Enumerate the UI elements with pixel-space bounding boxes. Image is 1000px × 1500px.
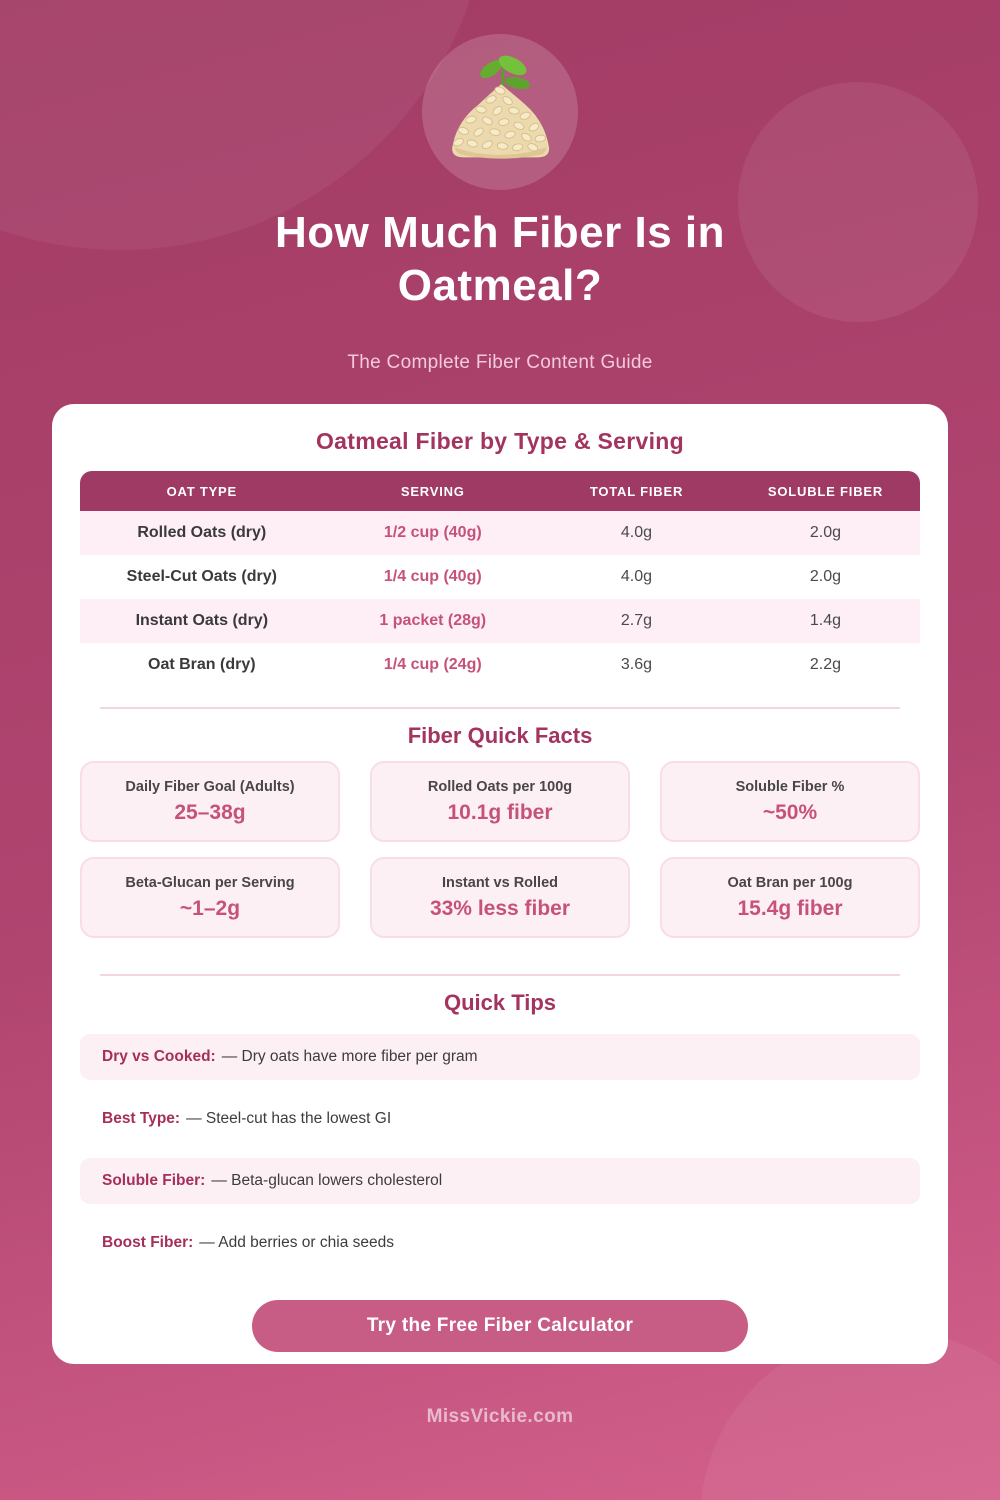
section-divider (100, 707, 900, 709)
cell-oat-type: Rolled Oats (dry) (137, 524, 267, 541)
cell-oat-type: Steel-Cut Oats (dry) (126, 568, 277, 585)
fact-card-beta-glucan (80, 857, 340, 938)
column-header-soluble-fiber: SOLUBLE FIBER (767, 483, 884, 499)
cell-total-fiber: 4.0g (620, 524, 653, 541)
cell-soluble-fiber: 2.2g (809, 656, 842, 673)
table-row (80, 511, 920, 555)
page-subtitle: The Complete Fiber Content Guide (347, 352, 653, 373)
tips-section-title: Quick Tips (443, 990, 557, 1015)
cell-oat-type: Oat Bran (dry) (148, 656, 256, 673)
header-icon-circle (422, 34, 578, 190)
fact-label: Daily Fiber Goal (Adults) (125, 778, 295, 795)
fact-label: Instant vs Rolled (441, 874, 559, 891)
fact-value: 25–38g (174, 800, 246, 824)
tip-dry-vs-cooked (80, 1034, 920, 1080)
column-header-serving: SERVING (400, 483, 465, 499)
leaf-icons (477, 52, 531, 92)
tip-text: — Steel-cut has the lowest GI (186, 1110, 392, 1127)
page-title-line2: Oatmeal? (397, 261, 603, 310)
fact-label: Soluble Fiber % (735, 778, 845, 795)
table-header-row (80, 471, 920, 511)
fact-card-instant-vs-rolled (370, 857, 630, 938)
section-divider (100, 974, 900, 976)
decorative-circle-top-right (738, 82, 978, 322)
fiber-calculator-button[interactable]: Try the Free Fiber Calculator (252, 1300, 748, 1352)
cell-total-fiber: 3.6g (620, 656, 653, 673)
site-footer: MissVickie.com (426, 1406, 574, 1427)
tip-soluble-fiber (80, 1158, 920, 1204)
fact-card-soluble-fiber-percent (660, 761, 920, 842)
tip-best-type (80, 1096, 920, 1142)
tips-list (80, 1034, 920, 1266)
content-card (52, 404, 948, 1364)
tip-boost-fiber (80, 1220, 920, 1266)
fact-label: Rolled Oats per 100g (427, 778, 573, 795)
cell-soluble-fiber: 2.0g (809, 524, 842, 541)
column-header-total-fiber: TOTAL FIBER (589, 483, 684, 499)
cell-serving: 1/2 cup (40g) (383, 524, 482, 541)
facts-section-title: Fiber Quick Facts (407, 723, 593, 748)
column-header-oat-type: OAT TYPE (166, 483, 238, 499)
fact-card-daily-fiber-goal (80, 761, 340, 842)
cell-soluble-fiber: 1.4g (809, 612, 842, 629)
fact-value: ~50% (762, 800, 818, 824)
cell-serving: 1 packet (28g) (379, 612, 487, 629)
fiber-table (80, 471, 920, 687)
fact-card-rolled-oats-per-100g (370, 761, 630, 842)
table-row (80, 555, 920, 599)
table-section-title: Oatmeal Fiber by Type & Serving (315, 428, 685, 454)
page-title-line1: How Much Fiber Is in (274, 208, 726, 257)
fact-card-oat-bran-per-100g (660, 857, 920, 938)
fact-value: ~1–2g (179, 896, 241, 920)
table-row (80, 643, 920, 687)
tip-text: — Dry oats have more fiber per gram (221, 1048, 478, 1065)
fact-value: 10.1g fiber (447, 800, 553, 824)
tip-label: Dry vs Cooked: (102, 1048, 216, 1065)
cell-serving: 1/4 cup (24g) (383, 656, 482, 673)
tip-label: Best Type: (102, 1110, 181, 1127)
tip-label: Soluble Fiber: (102, 1172, 206, 1189)
cell-total-fiber: 4.0g (620, 568, 653, 585)
cell-serving: 1/4 cup (40g) (383, 568, 482, 585)
cell-total-fiber: 2.7g (620, 612, 653, 629)
facts-grid (80, 761, 920, 938)
cell-soluble-fiber: 2.0g (809, 568, 842, 585)
tip-label: Boost Fiber: (102, 1234, 194, 1251)
tip-text: — Beta-glucan lowers cholesterol (211, 1172, 443, 1189)
tip-text: — Add berries or chia seeds (199, 1234, 394, 1251)
table-row (80, 599, 920, 643)
fact-label: Oat Bran per 100g (727, 874, 853, 891)
fact-label: Beta-Glucan per Serving (125, 874, 295, 891)
cell-oat-type: Instant Oats (dry) (135, 612, 269, 629)
fact-value: 15.4g fiber (737, 896, 843, 920)
oatmeal-icon (437, 49, 563, 175)
fact-value: 33% less fiber (429, 896, 571, 920)
